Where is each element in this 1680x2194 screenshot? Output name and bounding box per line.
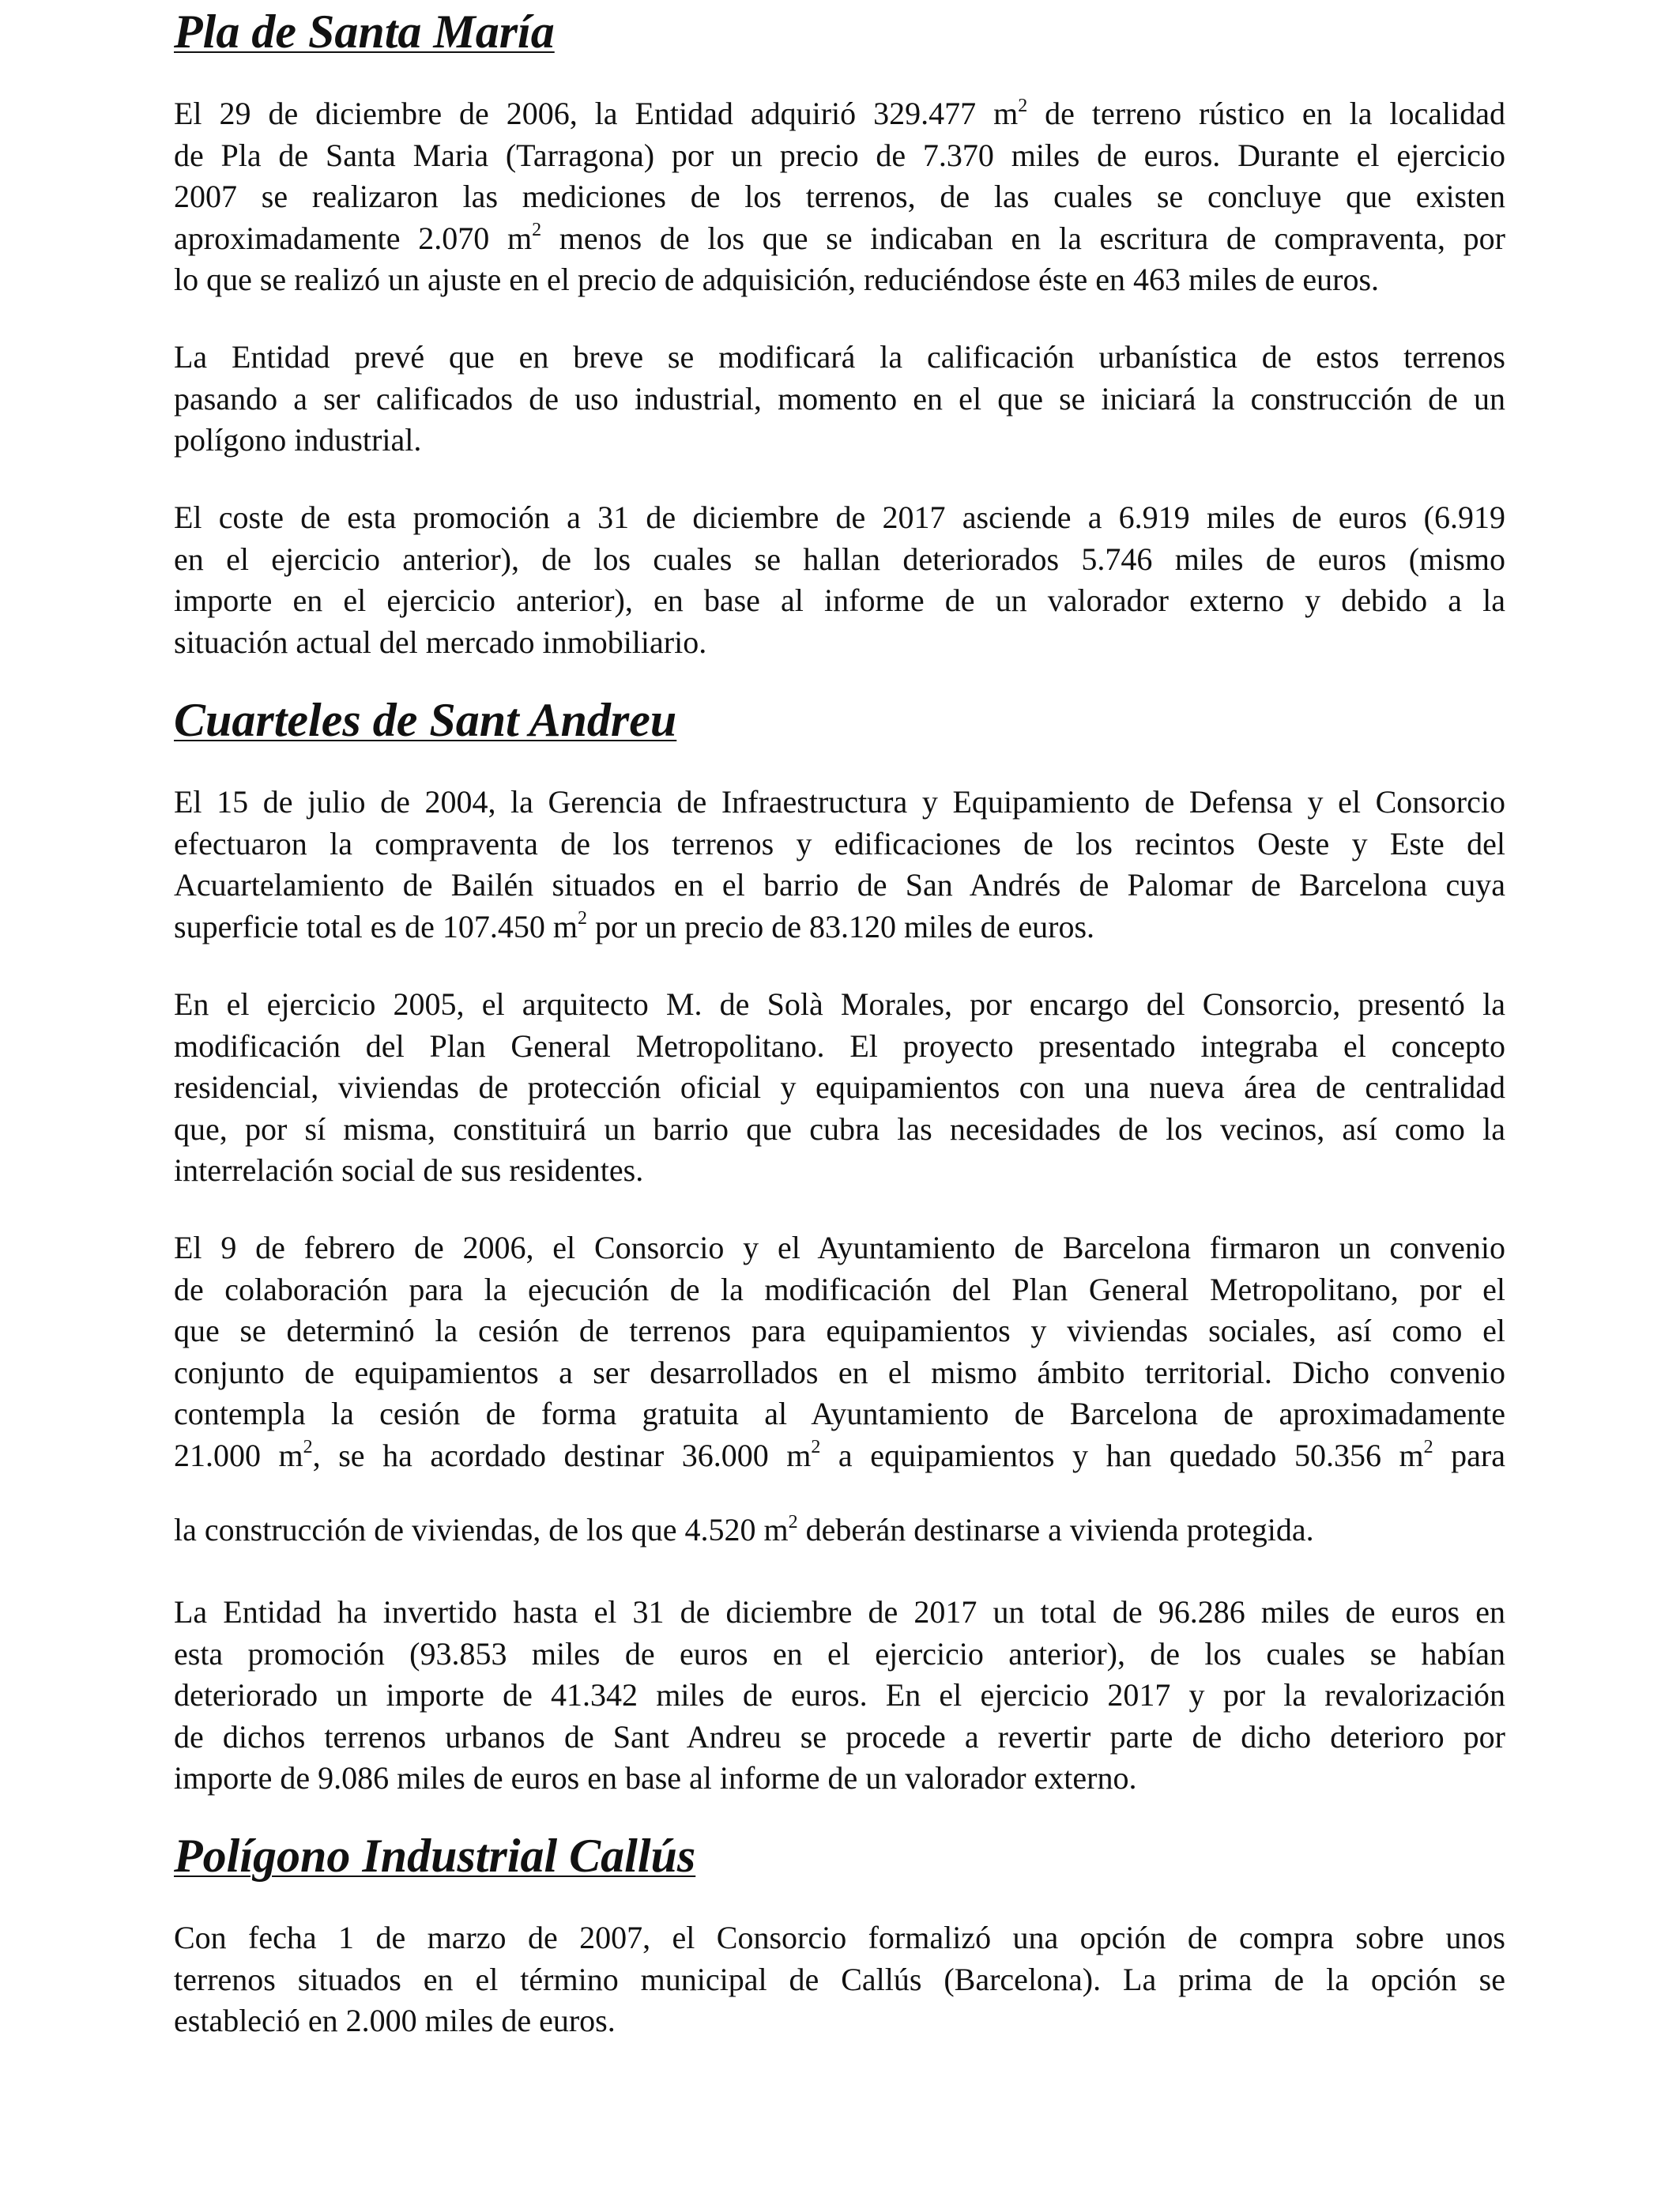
text-line: La Entidad ha invertido hasta el 31 de diciembre de 2017 un total de 96.286 miles de euros en bbox=[174, 1594, 1505, 1630]
paragraph-pla-adquisicion bbox=[174, 93, 1505, 301]
section-heading-poligono-industrial-callus: Polígono Industrial Callús bbox=[174, 1830, 696, 1882]
text-line: pasando a ser calificados de uso industrial, momento en el que se iniciará la construcción de un bbox=[174, 380, 1505, 417]
text-line: Acuartelamiento de Bailén situados en el barrio de San Andrés de Palomar de Barcelona cuya bbox=[174, 867, 1505, 903]
section-heading-pla-de-santa-maria: Pla de Santa María bbox=[174, 6, 555, 58]
text-line: interrelación social de sus residentes. bbox=[174, 1152, 644, 1188]
text-line: En el ejercicio 2005, el arquitecto M. de Solà Morales, por encargo del Consorcio, presentó la bbox=[174, 986, 1505, 1022]
paragraph-cuarteles-inversion bbox=[174, 1592, 1505, 1800]
paragraph-callus-opcion-compra bbox=[174, 1917, 1505, 2042]
paragraph-pla-coste bbox=[174, 497, 1505, 663]
text-line: de Pla de Santa Maria (Tarragona) por un precio de 7.370 miles de euros. Durante el ejercicio bbox=[174, 137, 1505, 173]
text-line: polígono industrial. bbox=[174, 422, 422, 458]
text-line: esta promoción (93.853 miles de euros en el ejercicio anterior), de los cuales se habían bbox=[174, 1635, 1505, 1672]
text-line: importe de 9.086 miles de euros en base al informe de un valorador externo. bbox=[174, 1760, 1137, 1796]
text-line: situación actual del mercado inmobiliario. bbox=[174, 624, 707, 660]
text-line: contempla la cesión de forma gratuita al Ayuntamiento de Barcelona de aproximadamente bbox=[174, 1396, 1505, 1431]
text-line: en el ejercicio anterior), de los cuales se hallan deteriorados 5.746 miles de euros (mismo bbox=[174, 541, 1505, 577]
text-line: El coste de esta promoción a 31 de diciembre de 2017 asciende a 6.919 miles de euros (6.919 bbox=[174, 499, 1505, 535]
text-line: que se determinó la cesión de terrenos para equipamientos y viviendas sociales, así como el bbox=[174, 1313, 1505, 1348]
text-line: La Entidad prevé que en breve se modificará la calificación urbanística de estos terrenos bbox=[174, 339, 1505, 375]
text-line: Con fecha 1 de marzo de 2007, el Consorcio formalizó una opción de compra sobre unos bbox=[174, 1920, 1505, 1955]
text-line: que, por sí misma, constituirá un barrio que cubra las necesidades de los vecinos, así como la bbox=[174, 1110, 1505, 1147]
text-line: de dichos terrenos urbanos de Sant Andreu se procede a revertir parte de dicho deterioro por bbox=[174, 1718, 1505, 1755]
text-line: la construcción de viviendas, de los que 4.520 $m^2$ deberán destinarse a vivienda protegida. bbox=[174, 1511, 1314, 1547]
text-line: lo que se realizó un ajuste en el precio de adquisición, reduciéndose éste en 463 miles de euros. bbox=[174, 262, 1380, 297]
text-line: conjunto de equipamientos a ser desarrollados en el mismo ámbito territorial. Dicho convenio bbox=[174, 1354, 1505, 1390]
text-line: residencial, viviendas de protección oficial y equipamientos con una nueva área de centralidad bbox=[174, 1069, 1505, 1105]
paragraph-cuarteles-viviendas bbox=[174, 1510, 1505, 1551]
paragraph-cuarteles-plan-general bbox=[174, 984, 1505, 1192]
text-line: 2007 se realizaron las mediciones de los terrenos, de las cuales se concluye que existen bbox=[174, 179, 1505, 214]
text-line: modificación del Plan General Metropolitano. El proyecto presentado integraba el concepto bbox=[174, 1027, 1505, 1064]
text-line: 21.000 $m^2$, se ha acordado destinar 36.000 $m^2$ a equipamientos y han quedado 50.356 $m^2$ para bbox=[174, 1437, 1506, 1473]
text-line: deteriorado un importe de 41.342 miles de euros. En el ejercicio 2017 y por la revalorización bbox=[174, 1677, 1505, 1713]
paragraph-pla-calificacion bbox=[174, 337, 1505, 462]
text-line: importe en el ejercicio anterior), en base al informe de un valorador externo y debido a la bbox=[174, 582, 1505, 618]
text-line: de colaboración para la ejecución de la modificación del Plan General Metropolitano, por el bbox=[174, 1271, 1505, 1307]
text-line: El 15 de julio de 2004, la Gerencia de Infraestructura y Equipamiento de Defensa y el Consorcio bbox=[174, 784, 1505, 820]
text-line: superficie total es de 107.450 $m^2$ por un precio de 83.120 miles de euros. bbox=[174, 908, 1095, 944]
text-line: terrenos situados en el término municipal de Callús (Barcelona). La prima de la opción se bbox=[174, 1961, 1505, 1997]
paragraph-cuarteles-compraventa bbox=[174, 782, 1505, 948]
text-line: aproximadamente 2.070 $m^2$ menos de los que se indicaban en la escritura de compraventa, por bbox=[174, 220, 1505, 256]
paragraph-cuarteles-convenio bbox=[174, 1227, 1505, 1476]
text-line: estableció en 2.000 miles de euros. bbox=[174, 2003, 616, 2038]
text-line: efectuaron la compraventa de los terrenos y edificaciones de los recintos Oeste y Este del bbox=[174, 825, 1505, 861]
section-heading-cuarteles-de-sant-andreu: Cuarteles de Sant Andreu bbox=[174, 694, 677, 746]
text-line: El 9 de febrero de 2006, el Consorcio y el Ayuntamiento de Barcelona firmaron un convenio bbox=[174, 1230, 1505, 1265]
text-line: El 29 de diciembre de 2006, la Entidad adquirió 329.477 $m^2$ de terreno rústico en la localidad bbox=[174, 95, 1505, 131]
